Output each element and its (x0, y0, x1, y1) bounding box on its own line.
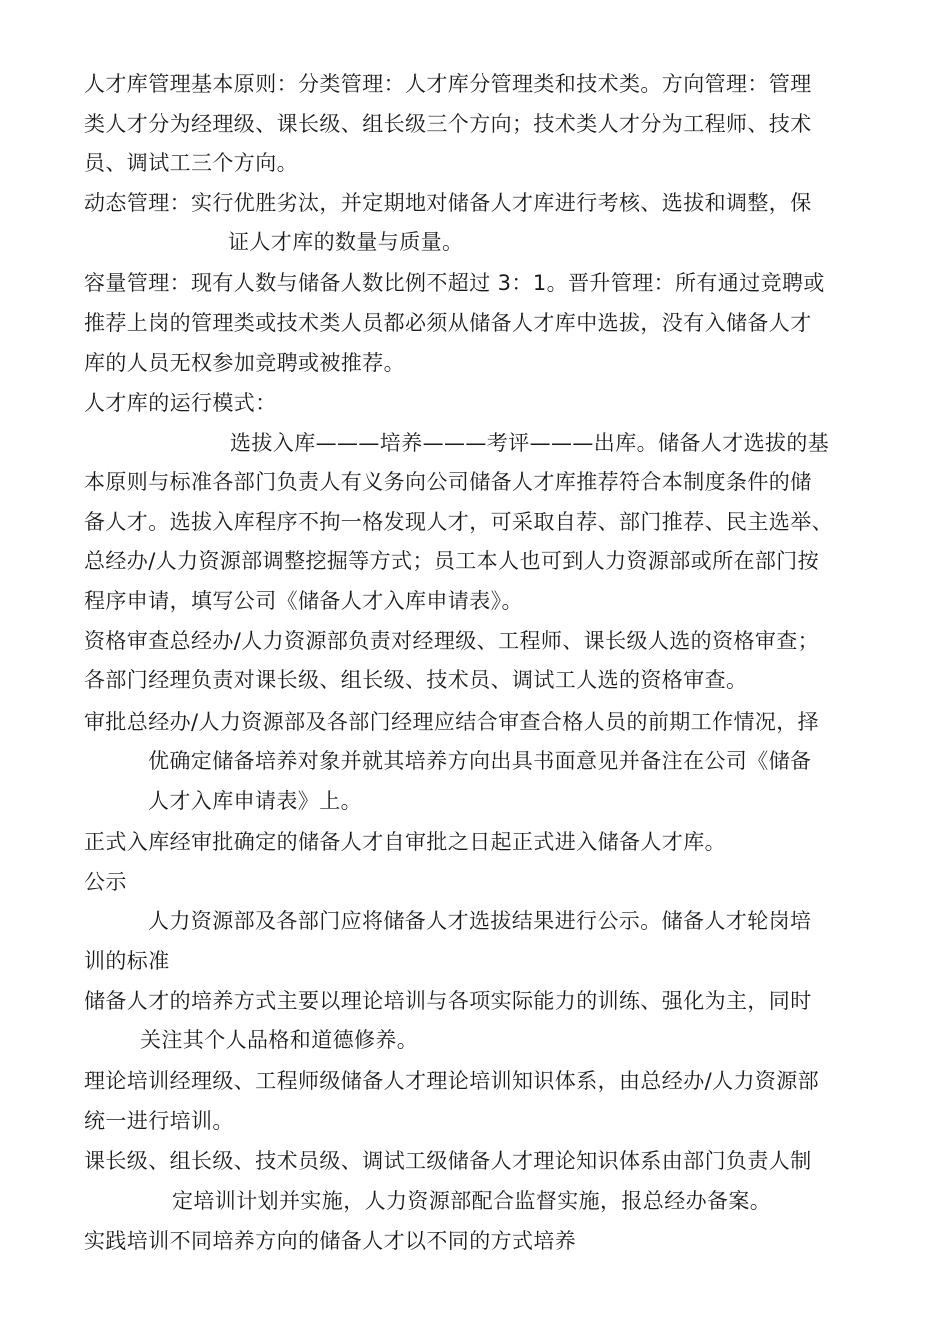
text-line: 资格审查总经办/人力资源部负责对经理级、工程师、课长级人选的资格审查； (84, 629, 820, 653)
text-line: 关注其个人品格和道德修养。 (140, 1028, 419, 1052)
text-line: 类人才分为经理级、课长级、组长级三个方向；技术类人才分为工程师、技术 (84, 112, 812, 136)
text-line: 人力资源部及各部门应将储备人才选拔结果进行公示。储备人才轮岗培 (148, 909, 812, 933)
text-line: 备人才。选拔入库程序不拘一格发现人才，可采取自荐、部门推荐、民主选举、 (84, 510, 833, 534)
text-line: 库的人员无权参加竞聘或被推荐。 (84, 351, 405, 375)
text-line: 定培训计划并实施，人力资源部配合监督实施，报总经办备案。 (172, 1189, 772, 1213)
text-line: 证人才库的数量与质量。 (228, 230, 464, 254)
text-line: 动态管理：实行优胜劣汰，并定期地对储备人才库进行考核、选拔和调整，保 (84, 191, 812, 215)
text-line: 人才库管理基本原则：分类管理：人才库分管理类和技术类。方向管理：管理 (84, 72, 812, 96)
text-line: 推荐上岗的管理类或技术类人员都必须从储备人才库中选拔，没有入储备人才 (84, 311, 812, 335)
text-line: 审批总经办/人力资源部及各部门经理应结合审查合格人员的前期工作情况，择 (84, 710, 820, 734)
text-line: 实践培训不同培养方向的储备人才以不同的方式培养 (84, 1229, 577, 1253)
text-line: 程序申请，填写公司《储备人才入库申请表》。 (84, 589, 523, 613)
text-line: 人才入库申请表》上。 (148, 789, 362, 813)
text-line: 员、调试工三个方向。 (84, 151, 298, 175)
text-line: 统一进行培训。 (84, 1109, 234, 1133)
text-line: 正式入库经审批确定的储备人才自审批之日起正式进入储备人才库。 (84, 830, 726, 854)
text-line: 储备人才的培养方式主要以理论培训与各项实际能力的训练、强化为主，同时 (84, 989, 812, 1013)
text-line: 容量管理：现有人数与储备人数比例不超过 3：1。晋升管理：所有通过竞聘或 (84, 271, 825, 295)
text-line: 训的标准 (84, 949, 170, 973)
text-line: 各部门经理负责对课长级、组长级、技术员、调试工人选的资格审查。 (84, 668, 748, 692)
text-line: 公示 (84, 870, 127, 894)
text-line: 理论培训经理级、工程师级储备人才理论培训知识体系，由总经办/人力资源部 (84, 1069, 820, 1093)
text-line: 本原则与标准各部门负责人有义务向公司储备人才库推荐符合本制度条件的储 (84, 470, 812, 494)
text-line: 总经办/人力资源部调整挖掘等方式；员工本人也可到人力资源部或所在部门按 (84, 549, 820, 573)
text-line: 优确定储备培养对象并就其培养方向出具书面意见并备注在公司《储备 (148, 749, 812, 773)
text-line: 课长级、组长级、技术员级、调试工级储备人才理论知识体系由部门负责人制 (84, 1149, 812, 1173)
text-line: 选拔入库———培养———考评———出库。储备人才选拔的基 (230, 431, 830, 455)
text-line: 人才库的运行模式： (84, 391, 277, 415)
